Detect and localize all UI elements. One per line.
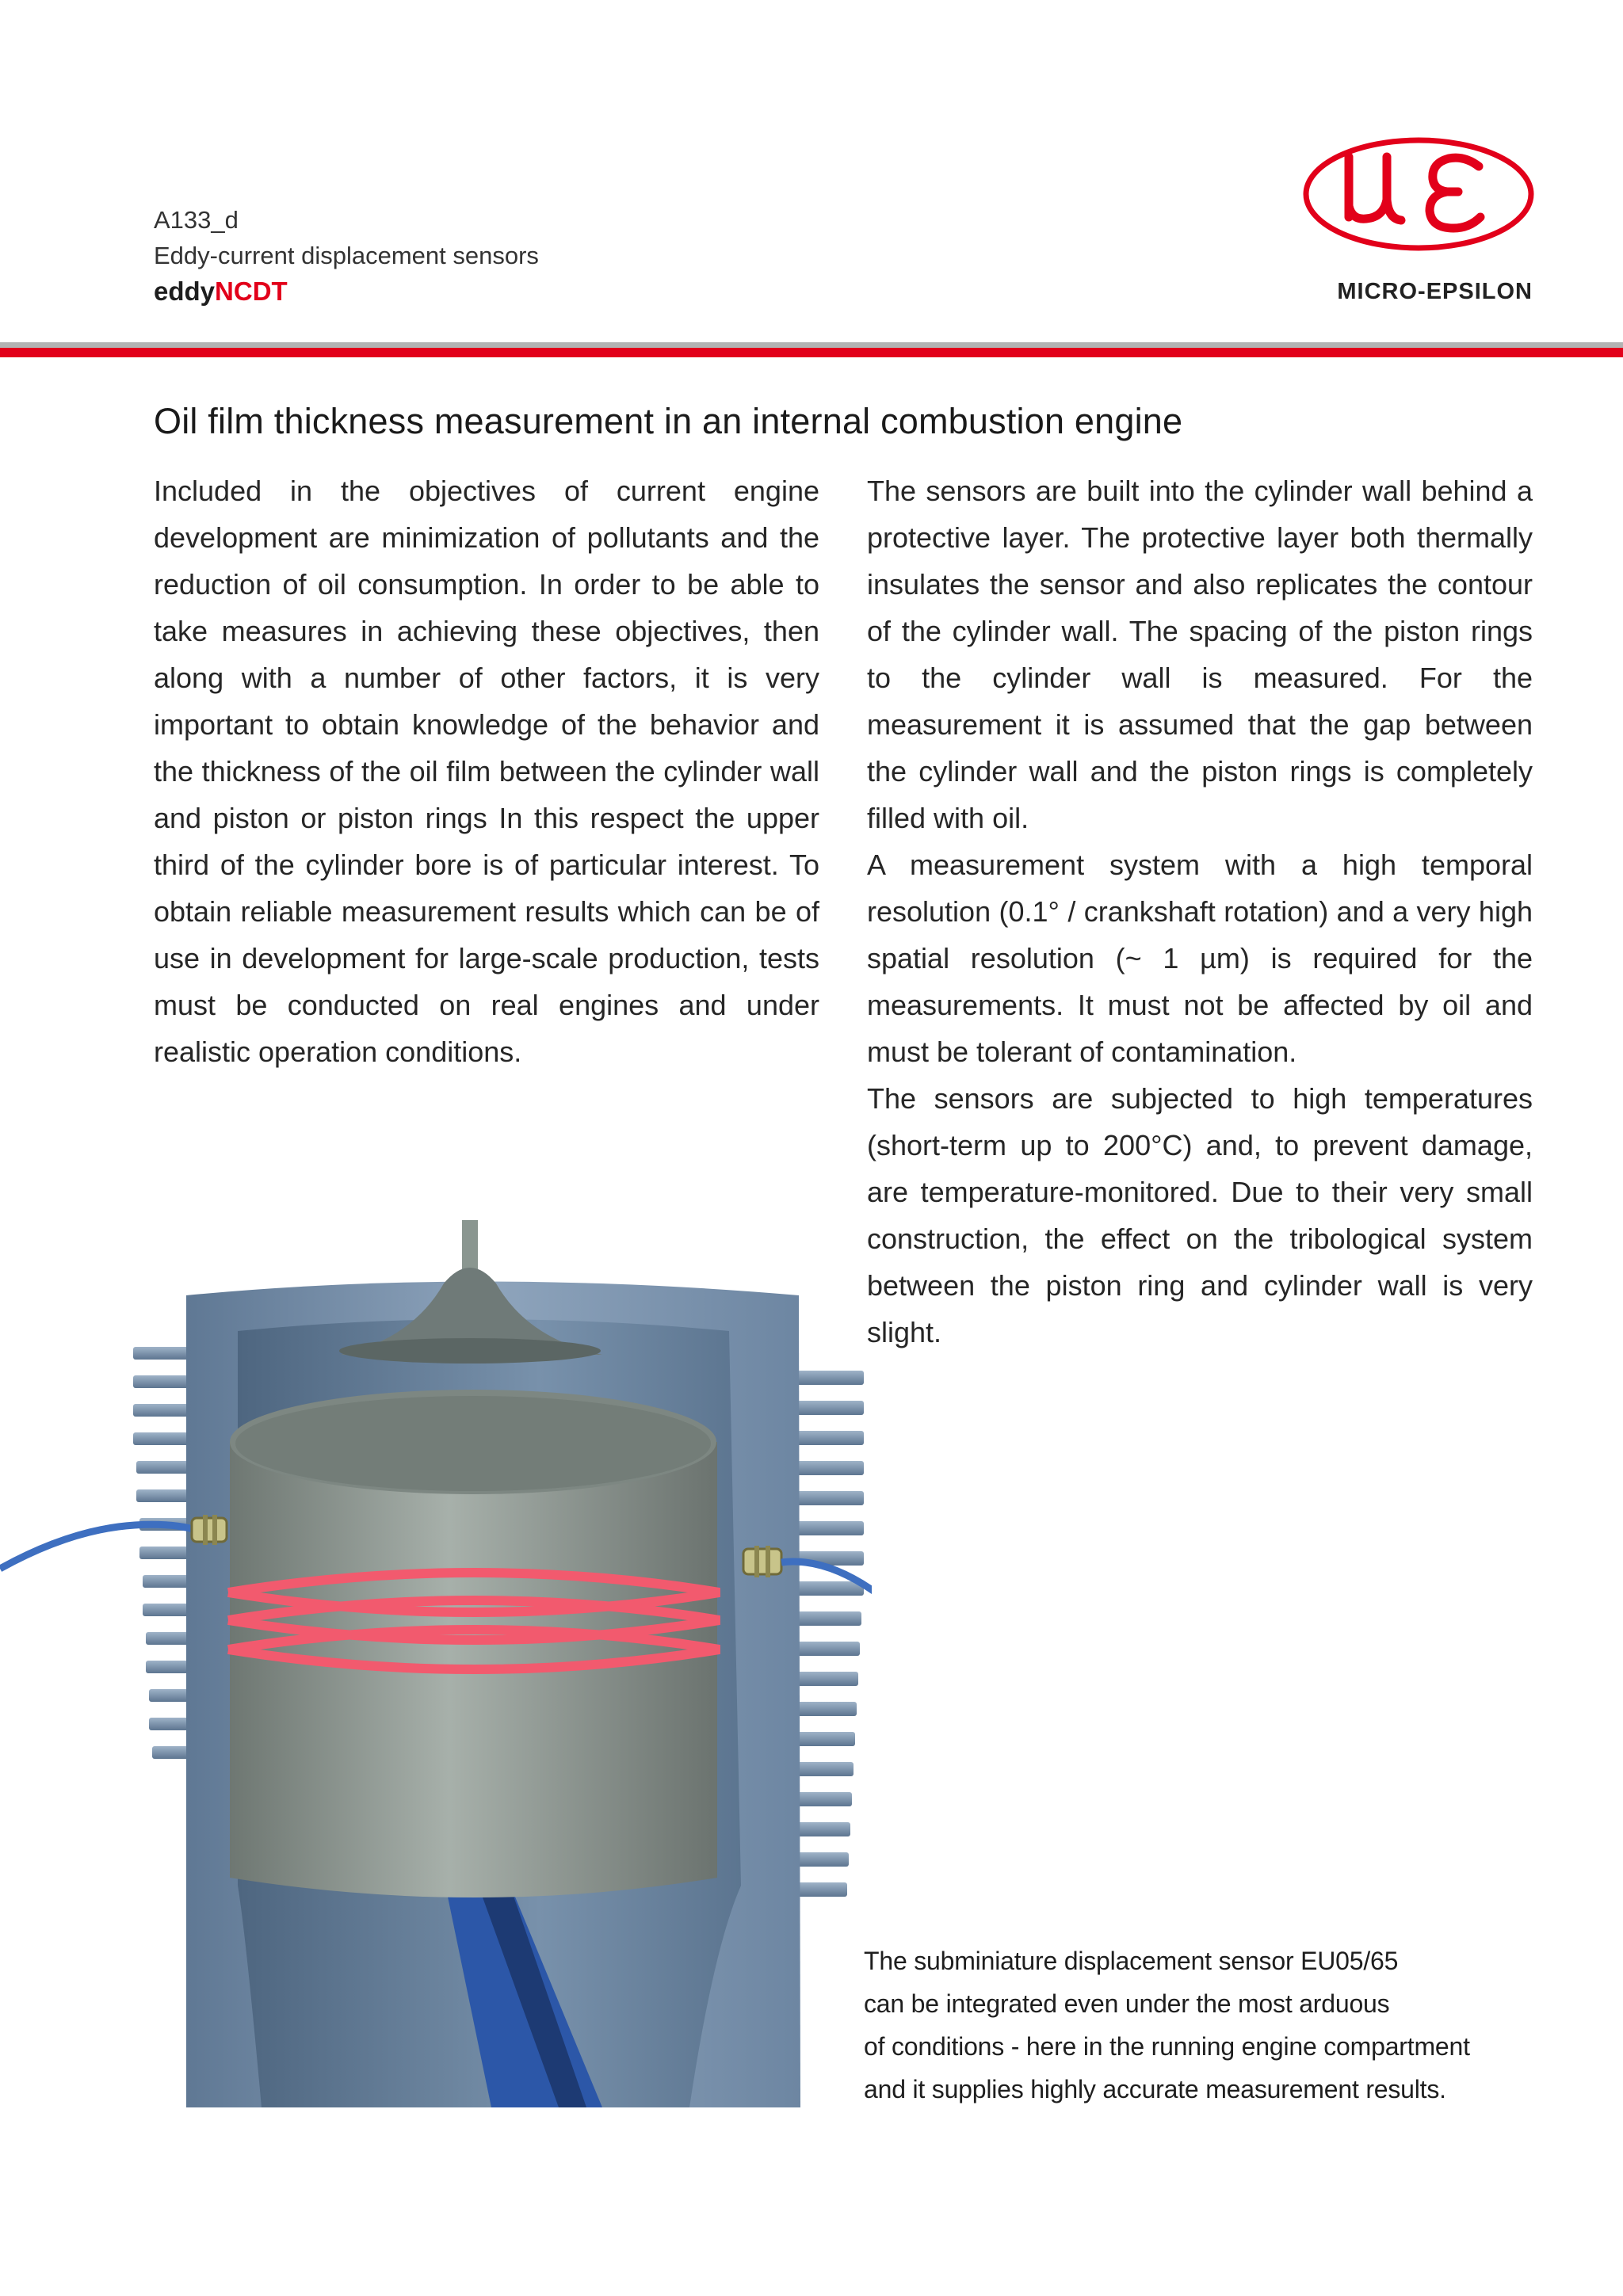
header-rule-red: [0, 348, 1623, 357]
caption-line-3: of conditions - here in the running engine compartment: [864, 2032, 1470, 2061]
document-subtitle: Eddy-current displacement sensors: [154, 242, 539, 269]
document-code: A133_d: [154, 206, 239, 234]
left-paragraph-1: Included in the objectives of current engine development are minimization of pollutants and the reduction of oil consumption. In order to be able to take measures in achieving these objectives, then along with a number of other factors, it is very important to obtain knowledge of the behavior and the thickness of the oil film between the cylinder wall and piston or piston rings In this respect the upper third of the cylinder bore is of particular interest. To obtain reliable measurement results which can be of use in development for large-scale production, tests must be conducted on real engines and under realistic operation conditions.: [154, 475, 819, 1068]
header-rule-gray: [0, 342, 1623, 348]
right-paragraph-3: The sensors are subjected to high temperatures (short-term up to 200°C) and, to prevent damage, are temperature-monitored. Due to their very small construction, the effect on the tribological system between the piston ring and cylinder wall is very slight.: [867, 1082, 1533, 1348]
caption-line-2: can be integrated even under the most arduous: [864, 1989, 1390, 2018]
figure-caption: [864, 1939, 1577, 2111]
caption-line-1: The subminiature displacement sensor EU05/65: [864, 1947, 1399, 1975]
brand-name: MICRO-EPSILON: [1337, 279, 1533, 304]
micro-epsilon-mu-epsilon-logo-icon: [1300, 135, 1537, 254]
product-suffix: NCDT: [215, 277, 288, 306]
right-paragraph-1: The sensors are built into the cylinder wall behind a protective layer. The protective layer both thermally insulates the sensor and also replicates the contour of the cylinder wall. The spacing of the piston rings to the cylinder wall is measured. For the measurement it is assumed that the gap between the cylinder wall and the piston rings is completely filled with oil.: [867, 475, 1533, 834]
left-column: [154, 467, 819, 1075]
caption-line-4: and it supplies highly accurate measurement results.: [864, 2075, 1446, 2103]
right-paragraph-2: A measurement system with a high temporal resolution (0.1° / crankshaft rotation) and a very high spatial resolution (~ 1 µm) is required for the measurements. It must not be affected by oil and must be tolerant of contamination.: [867, 849, 1533, 1068]
right-column: [867, 467, 1533, 1356]
product-prefix: eddy: [154, 277, 216, 306]
product-name: [154, 276, 288, 307]
page-title: Oil film thickness measurement in an internal combustion engine: [154, 401, 1183, 441]
engine-cylinder-illustration: [0, 1220, 872, 2107]
